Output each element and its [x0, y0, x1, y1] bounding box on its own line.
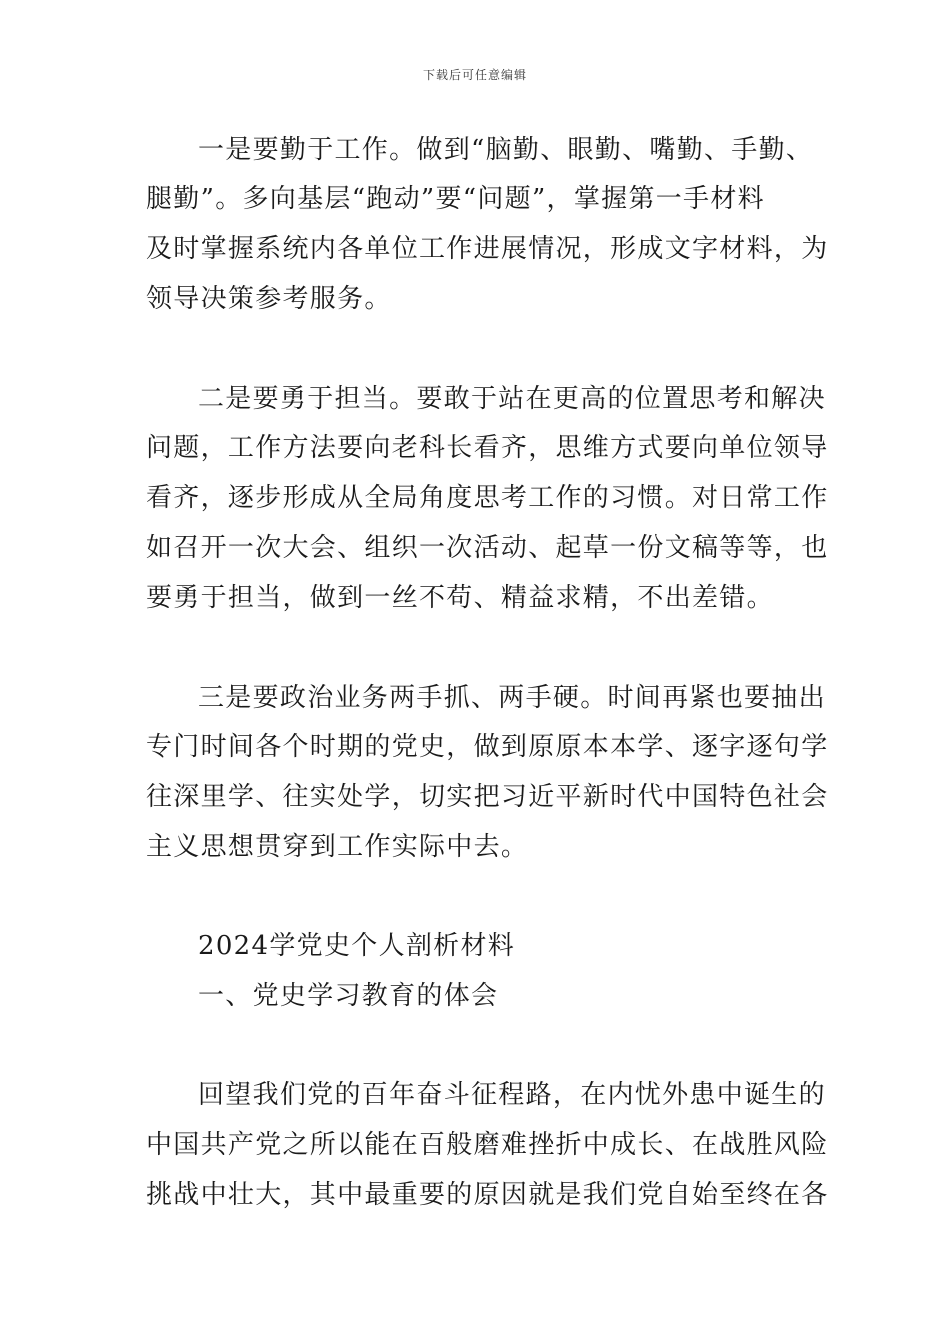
- paragraph-2-line-4: 如召开一次大会、组织一次活动、起草一份文稿等等，也: [146, 533, 829, 563]
- paragraph-3-line-4: 主义思想贯穿到工作实际中去。: [146, 832, 529, 862]
- paragraph-4-line-1: 回望我们党的百年奋斗征程路，在内忧外患中诞生的: [198, 1080, 826, 1110]
- paragraph-1-line-1: 一是要勤于工作。做到“脑勤、眼勤、嘴勤、手勤、: [198, 135, 814, 165]
- paragraph-1-line-4: 领导决策参考服务。: [146, 284, 392, 314]
- section-heading: 一、党史学习教育的体会: [198, 981, 499, 1011]
- paragraph-2-line-3: 看齐，逐步形成从全局角度思考工作的习惯。对日常工作: [146, 483, 829, 513]
- paragraph-4-line-3: 挑战中壮大，其中最重要的原因就是我们党自始至终在各: [146, 1180, 829, 1210]
- header-note: 下载后可任意编辑: [422, 68, 527, 82]
- paragraph-3-line-2: 专门时间各个时期的党史，做到原原本本学、逐字逐句学: [146, 732, 829, 762]
- paragraph-3-line-3: 往深里学、往实处学，切实把习近平新时代中国特色社会: [146, 782, 829, 812]
- paragraph-2-line-1: 二是要勇于担当。要敢于站在更高的位置思考和解决: [198, 384, 826, 414]
- paragraph-2-line-2: 问题，工作方法要向老科长看齐，思维方式要向单位领导: [146, 433, 829, 463]
- document-title: 2024学党史个人剖析材料: [198, 931, 516, 961]
- paragraph-4-line-2: 中国共产党之所以能在百般磨难挫折中成长、在战胜风险: [146, 1130, 829, 1160]
- paragraph-1-line-3: 及时掌握系统内各单位工作进展情况，形成文字材料，为: [146, 234, 829, 264]
- paragraph-1-line-2: 腿勤”。多向基层“跑动”要“问题”，掌握第一手材料: [146, 184, 765, 214]
- paragraph-2-line-5: 要勇于担当，做到一丝不苟、精益求精，不出差错。: [146, 583, 774, 613]
- paragraph-3-line-1: 三是要政治业务两手抓、两手硬。时间再紧也要抽出: [198, 683, 826, 713]
